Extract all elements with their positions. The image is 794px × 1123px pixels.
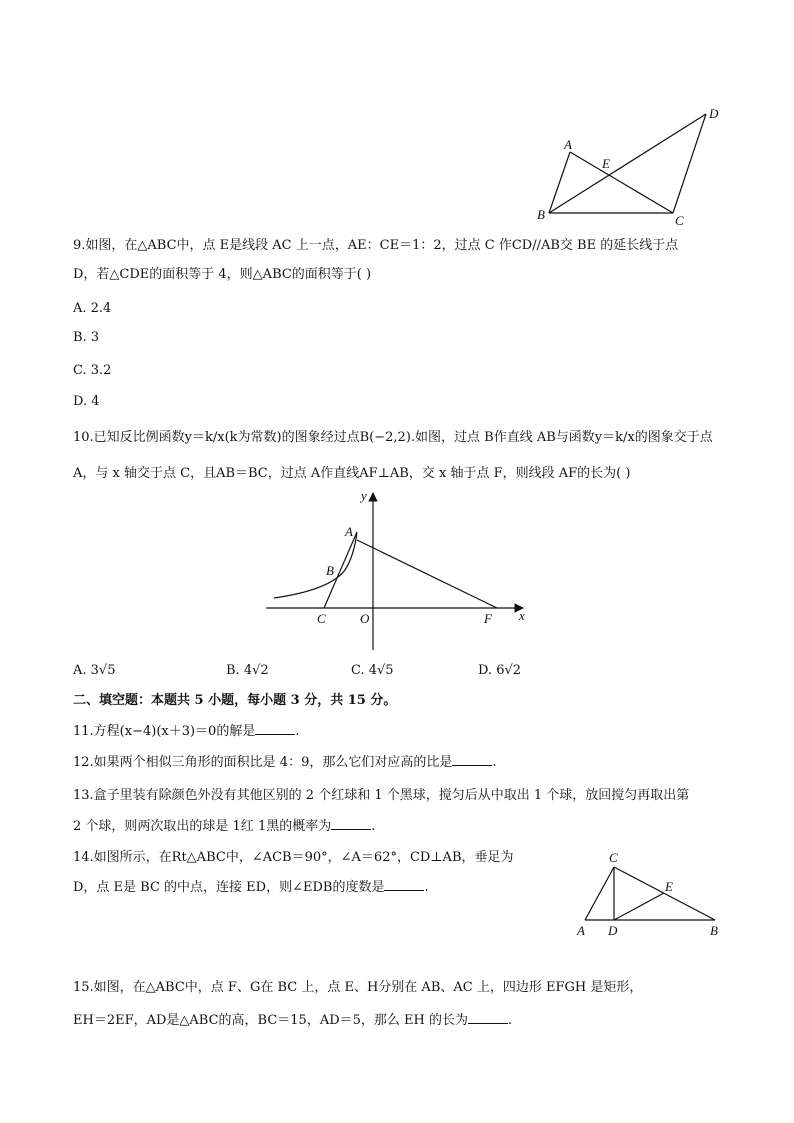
q9-label-D: D xyxy=(709,106,719,121)
q10-label-A: A xyxy=(345,524,353,539)
q15-line2: EH＝2EF，AD是△ABC的高，BC＝15，AD＝5，那么 EH 的长为 xyxy=(73,1013,469,1028)
q12-end: . xyxy=(492,755,497,770)
q9-option-c: C. 3.2 xyxy=(73,363,112,378)
q10-label-C: C xyxy=(317,611,326,626)
q14-end: . xyxy=(424,880,429,895)
q10-option-c: C. 4√5 xyxy=(351,663,394,678)
q10-line1: 10.已知反比例函数y＝k/x(k为常数)的图象经过点B(−2,2).如图，过点 B作直线 AB与函数y＝k/x的图象交于点 xyxy=(73,430,713,445)
q9-line1: 9.如图，在△ABC中，点 E是线段 AC 上一点，AE：CE＝1：2，过点 C 作CD//AB交 BE 的延长线于点 xyxy=(73,238,679,253)
q10-option-b: B. 4√2 xyxy=(226,663,269,678)
q10-label-B: B xyxy=(326,563,334,578)
q9-option-b: B. 3 xyxy=(73,330,100,345)
q14-label-B: B xyxy=(710,923,718,938)
q10-label-x: x xyxy=(519,608,525,623)
q15-line1: 15.如图，在△ABC中，点 F、G在 BC 上，点 E、H分别在 AB、AC 上，四边形 EFGH 是矩形， xyxy=(73,980,643,995)
q10-label-O: O xyxy=(360,611,370,626)
q9-option-a: A. 2.4 xyxy=(73,301,112,316)
q9-label-C: C xyxy=(675,213,684,228)
q14-segment-ED xyxy=(614,893,664,920)
q13-end: . xyxy=(371,819,376,834)
q14-label-C: C xyxy=(609,850,618,865)
q15-line2-wrap xyxy=(73,1012,512,1030)
q10-option-d: D. 6√2 xyxy=(478,663,522,678)
q9-line2: D，若△CDE的面积等于 4，则△ABC的面积等于( ) xyxy=(73,267,372,282)
q14-line1: 14.如图所示，在Rt△ABC中，∠ACB＝90°，∠A＝62°，CD⊥AB，垂足为 xyxy=(73,850,514,865)
q14-label-D: D xyxy=(608,923,618,938)
section2-heading: 二、填空题：本题共 5 小题，每小题 3 分，共 15 分。 xyxy=(73,693,397,708)
q10-label-y: y xyxy=(361,488,367,503)
q10-line2: A，与 x 轴交于点 C，且AB＝BC，过点 A作直线AF⊥AB，交 x 轴于点 F，则线段 AF的长为( ) xyxy=(73,466,631,481)
q12-text: 12.如果两个相似三角形的面积比是 4：9，那么它们对应高的比是 xyxy=(73,755,453,770)
q10-option-a: A. 3√5 xyxy=(73,663,116,678)
q9-label-A: A xyxy=(564,137,572,152)
q9-label-E: E xyxy=(602,156,610,171)
q11-text: 11.方程(x−4)(x＋3)＝0的解是 xyxy=(73,724,256,739)
q13-line1: 13.盒子里装有除颜色外没有其他区别的 2 个红球和 1 个黑球，搅匀后从中取出 1 个球，放回搅匀再取出第 xyxy=(73,788,690,803)
q10-label-F: F xyxy=(484,611,492,626)
q14-label-E: E xyxy=(665,879,673,894)
q15-answer-blank[interactable] xyxy=(468,1023,508,1024)
q9-option-d: D. 4 xyxy=(73,394,100,409)
q14-label-A: A xyxy=(577,923,585,938)
q9-label-B: B xyxy=(537,207,545,222)
q15-end: . xyxy=(508,1013,513,1028)
q11-end: . xyxy=(295,724,300,739)
q13-line2: 2 个球，则两次取出的球是 1红 1黑的概率为 xyxy=(73,819,332,834)
q14-line2: D，点 E是 BC 的中点，连接 ED，则∠EDB的度数是 xyxy=(73,880,385,895)
q14-segment-AC xyxy=(585,867,614,920)
